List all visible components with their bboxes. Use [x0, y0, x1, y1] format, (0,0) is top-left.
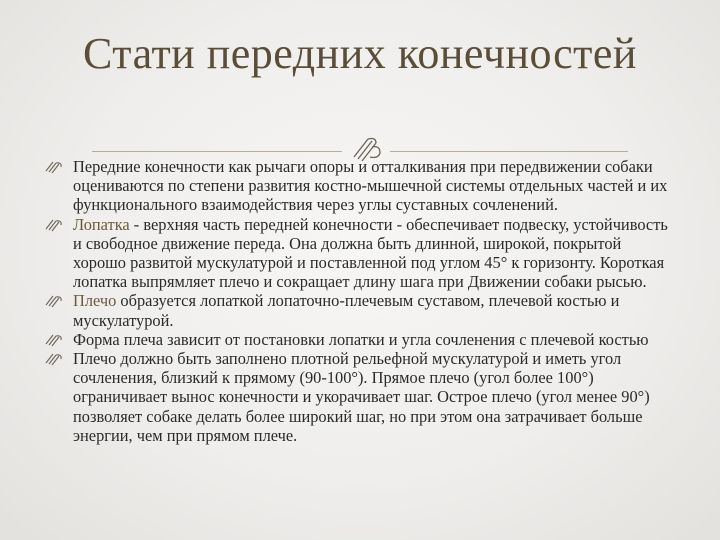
bullet-icon — [44, 294, 64, 308]
bullet-icon — [44, 218, 64, 232]
title-divider-left — [92, 151, 342, 152]
bullet-item — [44, 215, 674, 292]
bullet-icon — [44, 352, 64, 366]
bullet-text: Плечо должно быть заполнено плотной рельефной мускулатурой и иметь угол сочленения, близкий к прямому (90-100°). Прямое плечо (угол более 100°) ограничивает вынос конечности и укорачивает шаг. Острое плечо (угол менее 90°) позволяет собаке делать более широкий шаг, но при этом она затрачивает больше энергии, чем при прямом плече. — [73, 349, 650, 445]
slide-title: Стати передних конечностей — [83, 29, 637, 78]
bullet-icon — [44, 160, 64, 174]
bullet-icon — [44, 333, 64, 347]
bullet-text: Передние конечности как рычаги опоры и отталкивания при передвижении собаки оцениваются по степени развития костно-мышечной системы отдельных частей и их функционального взаимодействия через углы суставных сочленений. — [73, 157, 668, 215]
bullet-item — [44, 349, 674, 445]
bullet-text: - верхняя часть передней конечности - обеспечивает подвеску, устойчивость и свободное движение переда. Она должна быть длинной, широкой, покрытой хорошо развитой мускулатурой и поставленной под углом 45° к горизонту. Короткая лопатка выпрямляет плечо и сокращает длину шага при Движении собаки рысью. — [73, 214, 668, 292]
bullet-item — [44, 157, 674, 215]
title-divider-right — [390, 151, 628, 152]
bullet-list — [44, 157, 674, 445]
bullet-keyword: Лопатка — [73, 214, 130, 234]
bullet-item — [44, 291, 674, 329]
bullet-item — [44, 330, 674, 349]
bullet-text: образуется лопаткой лопаточно-плечевым суставом, плечевой костью и мускулатурой. — [73, 291, 620, 330]
bullet-text: Форма плеча зависит от постановки лопатки и угла сочленения с плечевой костью — [73, 329, 649, 349]
bullet-keyword: Плечо — [73, 291, 117, 311]
